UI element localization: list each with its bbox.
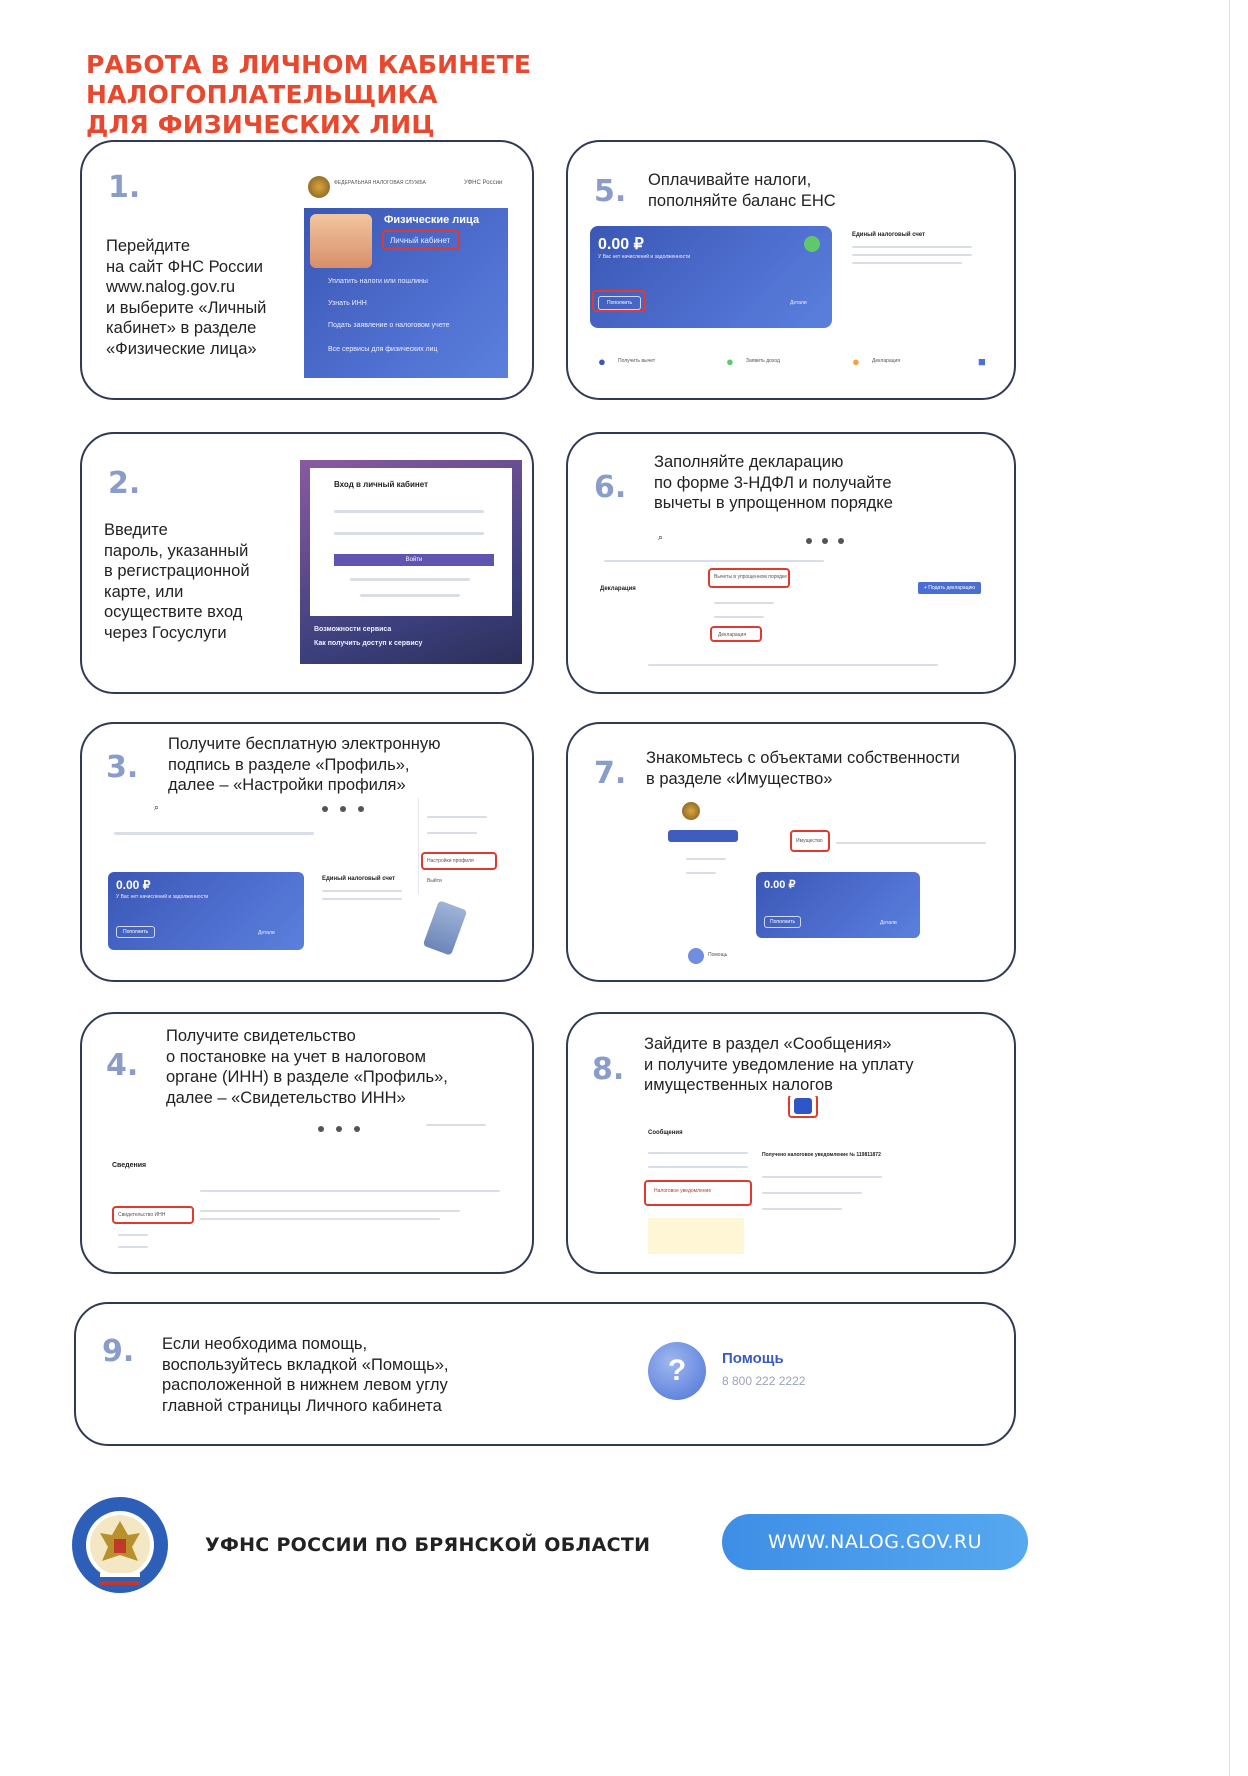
step-number: 1. xyxy=(108,170,141,205)
login-screenshot xyxy=(300,460,522,664)
step-number: 6. xyxy=(594,470,627,505)
tax-notice-item[interactable]: Налоговое уведомление xyxy=(654,1188,712,1194)
alt-login-line xyxy=(350,578,470,581)
detail-line xyxy=(762,1176,882,1178)
menu-line xyxy=(427,816,487,818)
balance-card xyxy=(590,226,832,328)
side-item xyxy=(118,1246,148,1248)
nav-icon xyxy=(322,806,328,812)
balance-amount: 0.00 ₽ xyxy=(598,236,644,253)
organization-name: УФНС РОССИИ ПО БРЯНСКОЙ ОБЛАСТИ xyxy=(205,1534,651,1556)
detail-line xyxy=(762,1208,842,1210)
declaration-item[interactable]: Декларация xyxy=(718,632,747,638)
login-heading: Вход в личный кабинет xyxy=(334,480,428,489)
balance-card xyxy=(756,872,920,938)
action-label[interactable]: Получить вычет xyxy=(618,358,656,364)
action-label[interactable]: Декларация xyxy=(872,358,901,364)
declaration-screenshot xyxy=(588,530,998,680)
login-form xyxy=(310,468,512,616)
list-line xyxy=(648,1152,748,1154)
card-reader-illustration xyxy=(423,900,468,955)
nav-icon xyxy=(838,538,844,544)
step-number: 2. xyxy=(108,466,141,501)
info-text xyxy=(200,1190,500,1192)
help-bubble-icon: ? xyxy=(648,1342,706,1400)
help-phone: 8 800 222 2222 xyxy=(722,1374,806,1388)
step-text: Введите пароль, указанный в регистрационной карте, или осуществите вход через Госуслуги xyxy=(104,521,250,642)
step-text: Зайдите в раздел «Сообщения» и получите уведомление на уплату имущественных налогов xyxy=(644,1035,914,1094)
step-text: Перейдите на сайт ФНС России www.nalog.gov.ru и выберите «Личный кабинет» в разделе «Физические лица» xyxy=(106,237,267,358)
website-button[interactable]: WWW.NALOG.GOV.RU xyxy=(722,1514,1028,1570)
menu-item[interactable]: Подать заявление о налоговом учете xyxy=(328,322,450,329)
step-number: 4. xyxy=(106,1048,139,1083)
property-tab[interactable]: Имущество xyxy=(796,838,823,844)
help-label[interactable]: Помощь xyxy=(708,952,728,958)
alt-login-line xyxy=(360,594,460,597)
inn-screenshot xyxy=(96,1118,522,1260)
deduction-icon: ● xyxy=(598,354,606,369)
fns-emblem-icon xyxy=(70,1495,170,1595)
step-number: 9. xyxy=(102,1334,135,1369)
ens-text xyxy=(852,262,962,264)
step-6-card xyxy=(566,432,1016,694)
deduction-highlight xyxy=(708,568,790,588)
menu-line xyxy=(714,602,774,604)
section-title: Физические лица xyxy=(384,214,480,226)
profile-settings-item[interactable]: Настройки профиля xyxy=(427,858,474,864)
inn-highlight xyxy=(112,1206,194,1224)
logout-item[interactable]: Выйти xyxy=(427,878,442,884)
page-title-line2: ДЛЯ ФИЗИЧЕСКИХ ЛИЦ xyxy=(86,110,435,139)
details-link[interactable]: Детали xyxy=(258,930,275,936)
help-icon[interactable] xyxy=(688,948,704,964)
notice-highlight xyxy=(644,1180,752,1206)
step-7-card xyxy=(566,722,1016,982)
region-label: УФНС России xyxy=(464,180,503,186)
nav-icon xyxy=(354,1126,360,1132)
search-icon: ⌕ xyxy=(154,802,160,812)
profile-menu xyxy=(418,798,502,894)
pay-button[interactable]: Пополнить xyxy=(598,296,641,310)
fns-brand: ФЕДЕРАЛЬНАЯ НАЛОГОВАЯ СЛУЖБА xyxy=(334,180,426,186)
step-3-card xyxy=(80,722,534,982)
step-1-card xyxy=(80,140,534,400)
menu-item[interactable]: Все сервисы для физических лиц xyxy=(328,346,438,353)
menu-item[interactable]: Узнать ИНН xyxy=(328,300,367,307)
pay-button[interactable]: Пополнить xyxy=(764,916,801,928)
step-text: Получите свидетельство о постановке на учет в налоговом органе (ИНН) в разделе «Профиль», далее – «Свидетельство ИНН» xyxy=(166,1027,448,1107)
input-line xyxy=(334,510,484,513)
notice-preview xyxy=(648,1218,744,1254)
nav-tabs xyxy=(114,832,314,835)
step-text: Знакомьтесь с объектами собственности в разделе «Имущество» xyxy=(646,749,960,788)
declaration-highlight xyxy=(710,626,762,642)
step-5-card xyxy=(566,140,1016,400)
inn-certificate-item[interactable]: Свидетельство ИНН xyxy=(118,1212,166,1218)
step-number: 7. xyxy=(594,756,627,791)
more-icon: ■ xyxy=(978,354,986,369)
step-4-card xyxy=(80,1012,534,1274)
sidebar-line xyxy=(686,872,716,874)
footer-line xyxy=(648,664,938,666)
ens-title: Единый налоговый счет xyxy=(852,232,926,238)
help-label[interactable]: Помощь xyxy=(722,1350,784,1367)
menu-item[interactable]: Уплатить налоги или пошлины xyxy=(328,278,428,285)
nav-icon xyxy=(822,538,828,544)
detail-line xyxy=(762,1192,862,1194)
step-text: Оплачивайте налоги, пополняйте баланс ЕНС xyxy=(648,171,836,210)
step-9-card xyxy=(74,1302,1016,1446)
ens-check-icon xyxy=(804,236,820,252)
ens-text xyxy=(322,898,402,900)
menu-line xyxy=(427,832,477,834)
property-highlight xyxy=(790,830,830,852)
profile-screenshot xyxy=(94,798,522,974)
details-link[interactable]: Детали xyxy=(790,300,807,306)
ens-text xyxy=(322,890,402,892)
help-widget[interactable] xyxy=(640,1338,860,1410)
notice-detail-title: Получено налоговое уведомление № 119811872 xyxy=(762,1152,881,1158)
login-footer-item[interactable]: Как получить доступ к сервису xyxy=(314,640,423,647)
action-label[interactable]: Заявить доход xyxy=(746,358,780,364)
login-button[interactable]: Войти xyxy=(334,554,494,566)
nav-tabs xyxy=(836,842,986,844)
nav-icon xyxy=(318,1126,324,1132)
fns-site-screenshot xyxy=(304,172,516,378)
nav-icon xyxy=(336,1126,342,1132)
messages-title: Сообщения xyxy=(648,1130,683,1136)
balance-amount: 0.00 ₽ xyxy=(764,879,796,891)
settings-highlight xyxy=(421,852,497,870)
balance-amount: 0.00 ₽ xyxy=(116,878,151,892)
step-text: Получите бесплатную электронную подпись в разделе «Профиль», далее – «Настройки профиля» xyxy=(168,735,441,794)
info-text xyxy=(200,1210,460,1212)
simplified-deduction-item[interactable]: Вычеты в упрощенном порядке xyxy=(714,574,788,580)
income-icon: ● xyxy=(726,354,734,369)
sidebar-line xyxy=(686,858,726,860)
declaration-label: Декларация xyxy=(600,586,636,592)
ens-text xyxy=(852,246,972,248)
sidebar-active-item[interactable] xyxy=(668,830,738,842)
pay-highlight xyxy=(592,290,646,312)
login-footer-item[interactable]: Возможности сервиса xyxy=(314,626,392,633)
search-icon: ⌕ xyxy=(658,532,664,542)
nav-icon xyxy=(340,806,346,812)
nav-tabs xyxy=(604,560,824,562)
side-item xyxy=(118,1234,148,1236)
info-text xyxy=(200,1218,440,1220)
messages-screenshot xyxy=(578,1096,1008,1264)
scan-edge-divider xyxy=(1229,0,1230,1776)
new-declaration-button[interactable]: + Подать декларацию xyxy=(918,582,981,594)
declaration-icon: ● xyxy=(852,354,860,369)
balance-card xyxy=(108,872,304,950)
balance-screenshot xyxy=(590,226,998,390)
cabinet-highlight xyxy=(382,230,460,250)
nav-icon xyxy=(358,806,364,812)
page-title-line1: РАБОТА В ЛИЧНОМ КАБИНЕТЕ НАЛОГОПЛАТЕЛЬЩИКА xyxy=(86,50,532,109)
fns-emblem-icon xyxy=(308,176,330,198)
step-text: Если необходима помощь, воспользуйтесь вкладкой «Помощь», расположенной в нижнем левом углу главной страницы Личного кабинета xyxy=(162,1335,449,1415)
list-line xyxy=(648,1166,748,1168)
profile-line xyxy=(426,1124,486,1126)
step-number: 3. xyxy=(106,750,139,785)
individuals-panel xyxy=(304,208,508,378)
step-number: 8. xyxy=(592,1052,625,1087)
input-line xyxy=(334,532,484,535)
property-screenshot xyxy=(590,800,1000,972)
step-8-card xyxy=(566,1012,1016,1274)
info-section-title: Сведения xyxy=(112,1162,147,1169)
ens-title: Единый налоговый счет xyxy=(322,876,396,882)
family-illustration xyxy=(310,214,372,268)
balance-note: У Вас нет начислений и задолженности xyxy=(116,894,209,900)
fns-emblem-icon xyxy=(682,802,700,820)
ens-text xyxy=(852,254,972,256)
page-title xyxy=(86,50,846,140)
nav-icon xyxy=(806,538,812,544)
messages-highlight xyxy=(788,1096,818,1118)
step-number: 5. xyxy=(594,174,627,209)
menu-line xyxy=(714,616,764,618)
step-text: Заполняйте декларацию по форме 3-НДФЛ и получайте вычеты в упрощенном порядке xyxy=(654,453,893,512)
balance-note: У Вас нет начислений и задолженности xyxy=(598,254,691,260)
details-link[interactable]: Детали xyxy=(880,920,897,926)
step-2-card xyxy=(80,432,534,694)
pay-button[interactable]: Пополнить xyxy=(116,926,155,938)
cabinet-link[interactable]: Личный кабинет xyxy=(390,236,451,245)
